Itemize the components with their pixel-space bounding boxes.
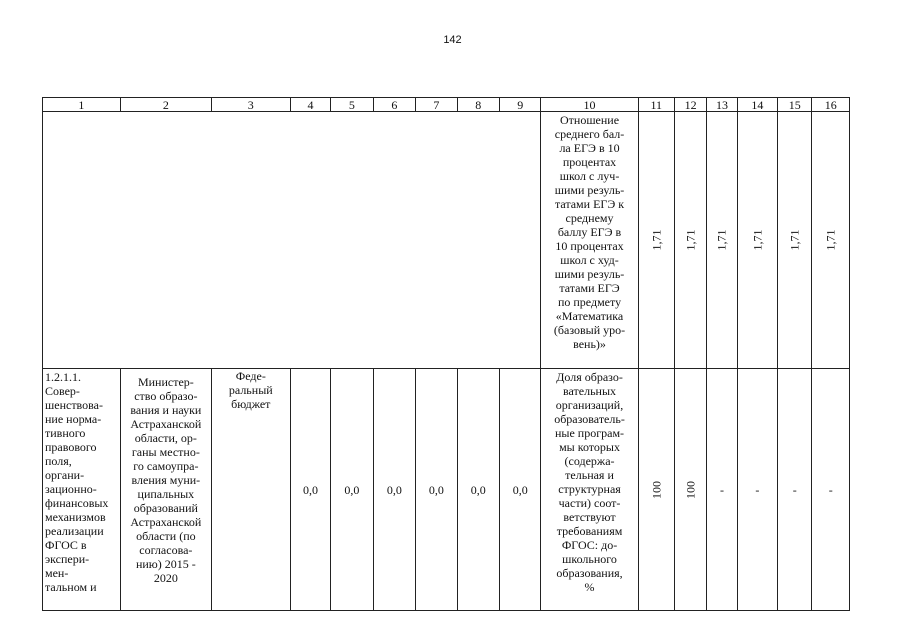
- value-text: 1,71: [649, 229, 664, 251]
- value-cell: [812, 112, 850, 369]
- header-cell: 8: [457, 98, 499, 112]
- table-row: [43, 369, 850, 611]
- indicator-line: ветствуют: [563, 510, 616, 524]
- task-line: правового: [45, 440, 97, 454]
- task-line: органи-: [45, 468, 85, 482]
- value-text: 1,71: [823, 229, 838, 251]
- program-table: [42, 97, 850, 611]
- funding-cell: 0,0: [500, 369, 541, 611]
- indicator-line: образования,: [556, 566, 623, 580]
- indicator-line: школ с луч-: [559, 169, 620, 183]
- funding-cell: 0,0: [290, 369, 330, 611]
- indicator-line: процентах: [562, 155, 617, 169]
- indicator-line: шими резуль-: [554, 267, 625, 281]
- value-cell: -: [737, 369, 777, 611]
- indicator-line: (базовый уро-: [553, 323, 626, 337]
- funding-cell: 0,0: [457, 369, 499, 611]
- indicator-line: среднему: [565, 211, 614, 225]
- indicator-cell: [541, 112, 638, 369]
- header-cell: 7: [416, 98, 457, 112]
- indicator-line: ла ЕГЭ в 10: [559, 141, 620, 155]
- value-cell: [638, 112, 674, 369]
- value-cell: [674, 112, 706, 369]
- task-line: ние норма-: [45, 412, 102, 426]
- header-cell: 4: [290, 98, 330, 112]
- indicator-line: по предмету: [557, 295, 622, 309]
- indicator-line: %: [584, 580, 595, 594]
- funding-cell: 0,0: [331, 369, 373, 611]
- funding-cell: 0,0: [416, 369, 457, 611]
- header-cell: 5: [331, 98, 373, 112]
- executor-line: области, ор-: [134, 431, 197, 445]
- value-cell: [778, 112, 812, 369]
- task-line: ФГОС в: [45, 538, 87, 552]
- value-text: 100: [683, 480, 698, 499]
- task-line: 1.2.1.1.: [45, 370, 81, 384]
- indicator-cell: [541, 369, 638, 611]
- executor-line: вления муни-: [131, 473, 201, 487]
- indicator-line: вень)»: [573, 337, 606, 351]
- indicator-line: ФГОС: до-: [561, 538, 618, 552]
- header-cell: 1: [43, 98, 121, 112]
- executor-line: ганы местно-: [131, 445, 200, 459]
- task-line: реализации: [45, 524, 104, 538]
- task-cell: [43, 369, 121, 611]
- value-cell: [674, 369, 706, 611]
- executor-line: Астраханской: [130, 417, 202, 431]
- executor-line: согласова-: [139, 543, 193, 557]
- indicator-line: организаций,: [555, 398, 624, 412]
- value-text: 1,71: [787, 229, 802, 251]
- value-text: 1,71: [714, 229, 729, 251]
- value-cell: [737, 112, 777, 369]
- indicator-line: структурная: [558, 482, 621, 496]
- header-cell: 3: [211, 98, 290, 112]
- executor-cell: [120, 369, 211, 611]
- task-line: тальном и: [45, 580, 97, 594]
- indicator-line: ные програм-: [554, 426, 625, 440]
- empty-merged-cell: [43, 112, 541, 369]
- indicator-line: вательных: [563, 384, 617, 398]
- executor-line: ство образо-: [134, 389, 198, 403]
- header-cell: 13: [707, 98, 737, 112]
- task-line: мен-: [45, 566, 69, 580]
- executor-line: образований: [133, 501, 198, 515]
- page-number: 142: [443, 34, 462, 46]
- indicator-line: «Математика: [555, 309, 624, 323]
- task-line: шенствова-: [45, 398, 103, 412]
- value-text: 1,71: [683, 229, 698, 251]
- indicator-line: школ с худ-: [560, 253, 619, 267]
- task-line: тивного: [45, 426, 86, 440]
- source-line: бюджет: [231, 397, 271, 411]
- funding-source-cell: [211, 369, 290, 611]
- indicator-line: требованиям: [556, 524, 623, 538]
- executor-line: вания и науки: [130, 403, 202, 417]
- indicator-line: среднего бал-: [554, 127, 625, 141]
- indicator-line: школьного: [562, 552, 617, 566]
- task-line: поля,: [45, 454, 72, 468]
- indicator-line: части) соот-: [558, 496, 621, 510]
- executor-line: нию) 2015 -: [135, 557, 196, 571]
- value-cell: -: [812, 369, 850, 611]
- value-cell: [638, 369, 674, 611]
- task-line: механизмов: [45, 510, 106, 524]
- executor-line: го самоупра-: [133, 459, 199, 473]
- indicator-line: образователь-: [554, 412, 625, 426]
- header-row: [43, 98, 850, 112]
- indicator-line: татами ЕГЭ: [559, 281, 620, 295]
- task-line: зационно-: [45, 482, 97, 496]
- executor-line: ципальных: [137, 487, 195, 501]
- source-line: Феде-: [235, 369, 266, 383]
- header-cell: 12: [674, 98, 706, 112]
- header-cell: 9: [500, 98, 541, 112]
- executor-line: области (по: [136, 529, 196, 543]
- value-cell: -: [707, 369, 737, 611]
- value-text: 1,71: [750, 229, 765, 251]
- executor-line: Астраханской: [130, 515, 202, 529]
- executor-line: 2020: [153, 571, 178, 585]
- value-cell: -: [778, 369, 812, 611]
- header-cell: 10: [541, 98, 638, 112]
- indicator-line: (содержа-: [564, 454, 615, 468]
- source-line: ральный: [228, 383, 273, 397]
- header-cell: 14: [737, 98, 777, 112]
- value-cell: [707, 112, 737, 369]
- indicator-line: 10 процентах: [555, 239, 624, 253]
- indicator-line: тельная и: [565, 468, 614, 482]
- header-cell: 6: [373, 98, 415, 112]
- header-cell: 15: [778, 98, 812, 112]
- header-cell: 11: [638, 98, 674, 112]
- indicator-line: татами ЕГЭ к: [554, 197, 625, 211]
- indicator-line: мы которых: [559, 440, 620, 454]
- task-line: финансовых: [45, 496, 109, 510]
- indicator-line: шими резуль-: [554, 183, 625, 197]
- executor-line: Министер-: [137, 375, 194, 389]
- header-cell: 16: [812, 98, 850, 112]
- task-line: экспери-: [45, 552, 90, 566]
- funding-cell: 0,0: [373, 369, 415, 611]
- value-text: 100: [649, 480, 664, 499]
- header-cell: 2: [120, 98, 211, 112]
- indicator-line: баллу ЕГЭ в: [557, 225, 622, 239]
- task-line: Совер-: [45, 384, 80, 398]
- table-row: [43, 112, 850, 369]
- indicator-line: Отношение: [559, 113, 620, 127]
- indicator-line: Доля образо-: [556, 370, 623, 384]
